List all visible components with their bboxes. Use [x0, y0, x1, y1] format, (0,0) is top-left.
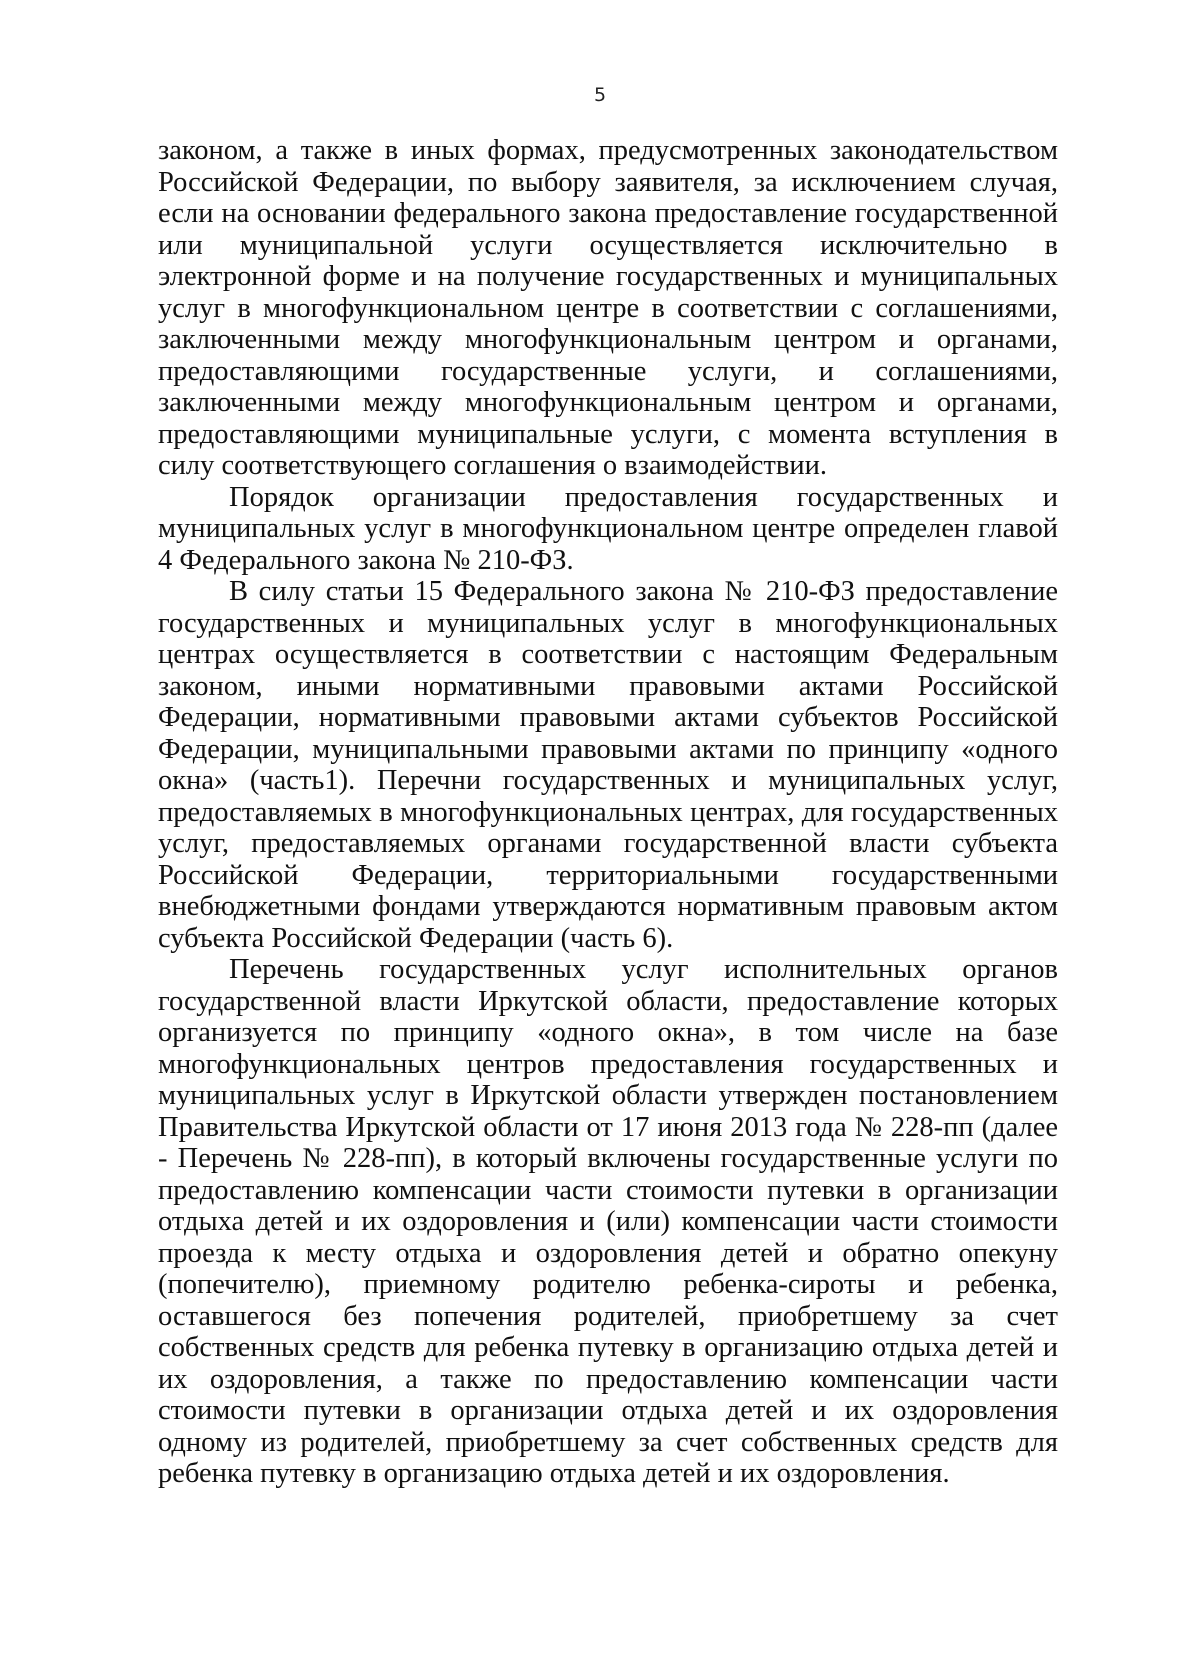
paragraph-continuation: законом, а также в иных формах, предусмотренных законодательством Российской Федерации, по выбору заявителя, за исключением случая, если на основании федерального закона предоставление государственной или муниципальной услуги осуществляется исключительно в электронной форме и на получение государственных и муниципальных услуг в многофункциональном центре в соответствии с соглашениями, заключенными между многофункциональным центром и органами, предоставляющими государственные услуги, и соглашениями, заключенными между многофункциональным центром и органами, предоставляющими муниципальные услуги, с момента вступления в силу соответствующего соглашения о взаимодействии. — [158, 135, 1058, 481]
paragraph-article-15: В силу статьи 15 Федерального закона № 210-ФЗ предоставление государственных и муниципальных услуг в многофункциональных центрах осуществляется в соответствии с настоящим Федеральным законом, иными нормативными правовыми актами Российской Федерации, нормативными правовыми актами субъектов Российской Федерации, муниципальными правовыми актами по принципу «одного окна» (часть1). Перечни государственных и муниципальных услуг, предоставляемых в многофункциональных центрах, для государственных услуг, предоставляемых органами государственной власти субъекта Российской Федерации, территориальными государственными внебюджетными фондами утверждаются нормативным правовым актом субъекта Российской Федерации (часть 6). — [158, 576, 1058, 954]
page-number: 5 — [593, 84, 607, 106]
paragraph-services-list: Перечень государственных услуг исполнительных органов государственной власти Иркутской области, предоставление которых организуется по принципу «одного окна», в том числе на базе многофункциональных центров предоставления государственных и муниципальных услуг в Иркутской области утвержден постановлением Правительства Иркутской области от 17 июня 2013 года № 228-пп (далее - Перечень № 228-пп), в который включены государственные услуги по предоставлению компенсации части стоимости путевки в организации отдыха детей и их оздоровления и (или) компенсации части стоимости проезда к месту отдыха и оздоровления детей и обратно опекуну (попечителю), приемному родителю ребенка-сироты и ребенка, оставшегося без попечения родителей, приобретшему за счет собственных средств для ребенка путевку в организацию отдыха детей и их оздоровления, а также по предоставлению компенсации части стоимости путевки в организации отдыха детей и их оздоровления одному из родителей, приобретшему за счет собственных средств для ребенка путевку в организацию отдыха детей и их оздоровления. — [158, 954, 1058, 1489]
paragraph-procedure: Порядок организации предоставления государственных и муниципальных услуг в многофункциональном центре определен главой 4 Федерального закона № 210-ФЗ. — [158, 481, 1058, 576]
body-text — [158, 135, 1058, 1490]
